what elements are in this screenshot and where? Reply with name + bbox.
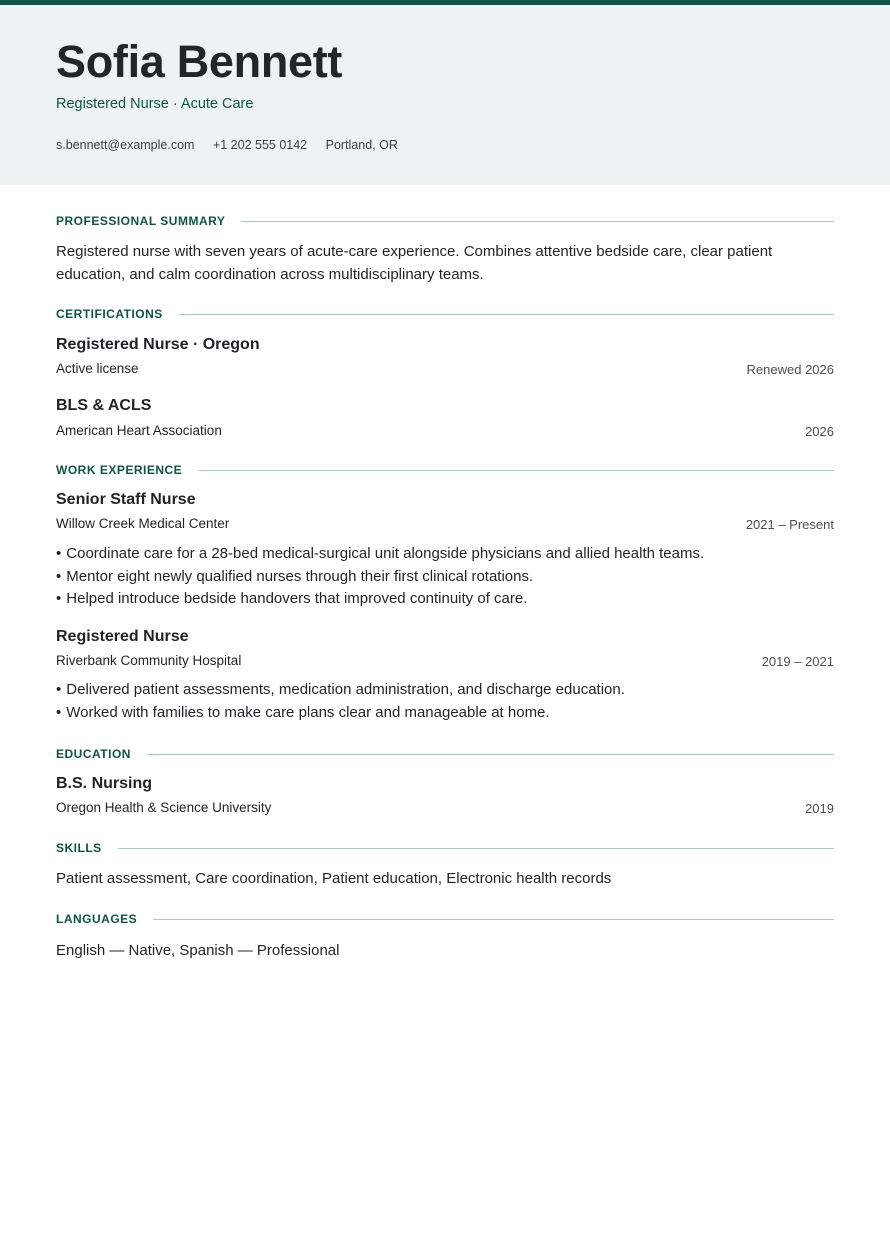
summary-text: Registered nurse with seven years of acute-care experience. Combines attentive bedside care, clear patient education, and calm coordination across multidisciplinary teams.: [56, 243, 773, 283]
contact-email[interactable]: s.bennett@example.com: [56, 138, 195, 152]
languages-text: English — Native, Spanish — Professional: [56, 942, 340, 959]
section-label: CERTIFICATIONS: [56, 307, 163, 321]
job-title: Registered Nurse: [56, 628, 189, 645]
section-divider: [179, 314, 834, 315]
list-item: • Worked with families to make care plans clear and manageable at home.: [56, 702, 834, 725]
contact-location: Portland, OR: [325, 138, 398, 152]
section-divider: [118, 848, 834, 849]
job-employer: Willow Creek Medical Center: [56, 516, 230, 531]
section-label: WORK EXPERIENCE: [56, 463, 183, 477]
job-employer: Riverbank Community Hospital: [56, 653, 242, 668]
section-label: PROFESSIONAL SUMMARY: [56, 214, 226, 228]
job-dates: 2021 – Present: [745, 517, 834, 532]
resume-header: [0, 5, 890, 185]
section-heading-languages: [56, 911, 834, 927]
section-divider: [241, 221, 834, 222]
section-label: LANGUAGES: [56, 912, 138, 926]
section-label: SKILLS: [56, 841, 102, 855]
education-degree: B.S. Nursing: [56, 775, 153, 792]
section-heading-experience: [56, 462, 834, 478]
section-divider: [198, 470, 834, 471]
certification-title: Registered Nurse · Oregon: [56, 336, 260, 353]
skills-text: Patient assessment, Care coordination, Patient education, Electronic health records: [56, 870, 612, 887]
job-dates: 2019 – 2021: [761, 654, 834, 669]
education-year: 2019: [805, 801, 834, 816]
candidate-role: Registered Nurse · Acute Care: [56, 96, 254, 112]
job-bullet-list: [56, 679, 834, 724]
list-item: • Mentor eight newly qualified nurses through their first clinical rotations.: [56, 566, 834, 589]
list-item: • Delivered patient assessments, medication administration, and discharge education.: [56, 679, 834, 702]
certification-title: BLS & ACLS: [56, 397, 152, 414]
job-title: Senior Staff Nurse: [56, 491, 196, 508]
contact-line: [56, 138, 413, 152]
job-bullet-list: [56, 543, 834, 611]
section-heading-summary: [56, 213, 834, 229]
certification-date: Renewed 2026: [746, 362, 834, 377]
section-divider: [147, 754, 834, 755]
section-heading-skills: [56, 840, 834, 856]
section-divider: [153, 919, 834, 920]
section-heading-education: [56, 746, 834, 762]
certification-subtitle: Active license: [56, 361, 139, 376]
section-heading-certifications: [56, 306, 834, 322]
contact-phone[interactable]: +1 202 555 0142: [212, 138, 308, 152]
section-label: EDUCATION: [56, 747, 131, 761]
list-item: • Coordinate care for a 28-bed medical-surgical unit alongside physicians and allied health teams.: [56, 543, 834, 566]
certification-subtitle: American Heart Association: [56, 423, 222, 438]
candidate-name: Sofia Bennett: [56, 36, 343, 87]
certification-date: 2026: [805, 424, 834, 439]
list-item: • Helped introduce bedside handovers that improved continuity of care.: [56, 588, 834, 611]
education-school: Oregon Health & Science University: [56, 800, 272, 815]
